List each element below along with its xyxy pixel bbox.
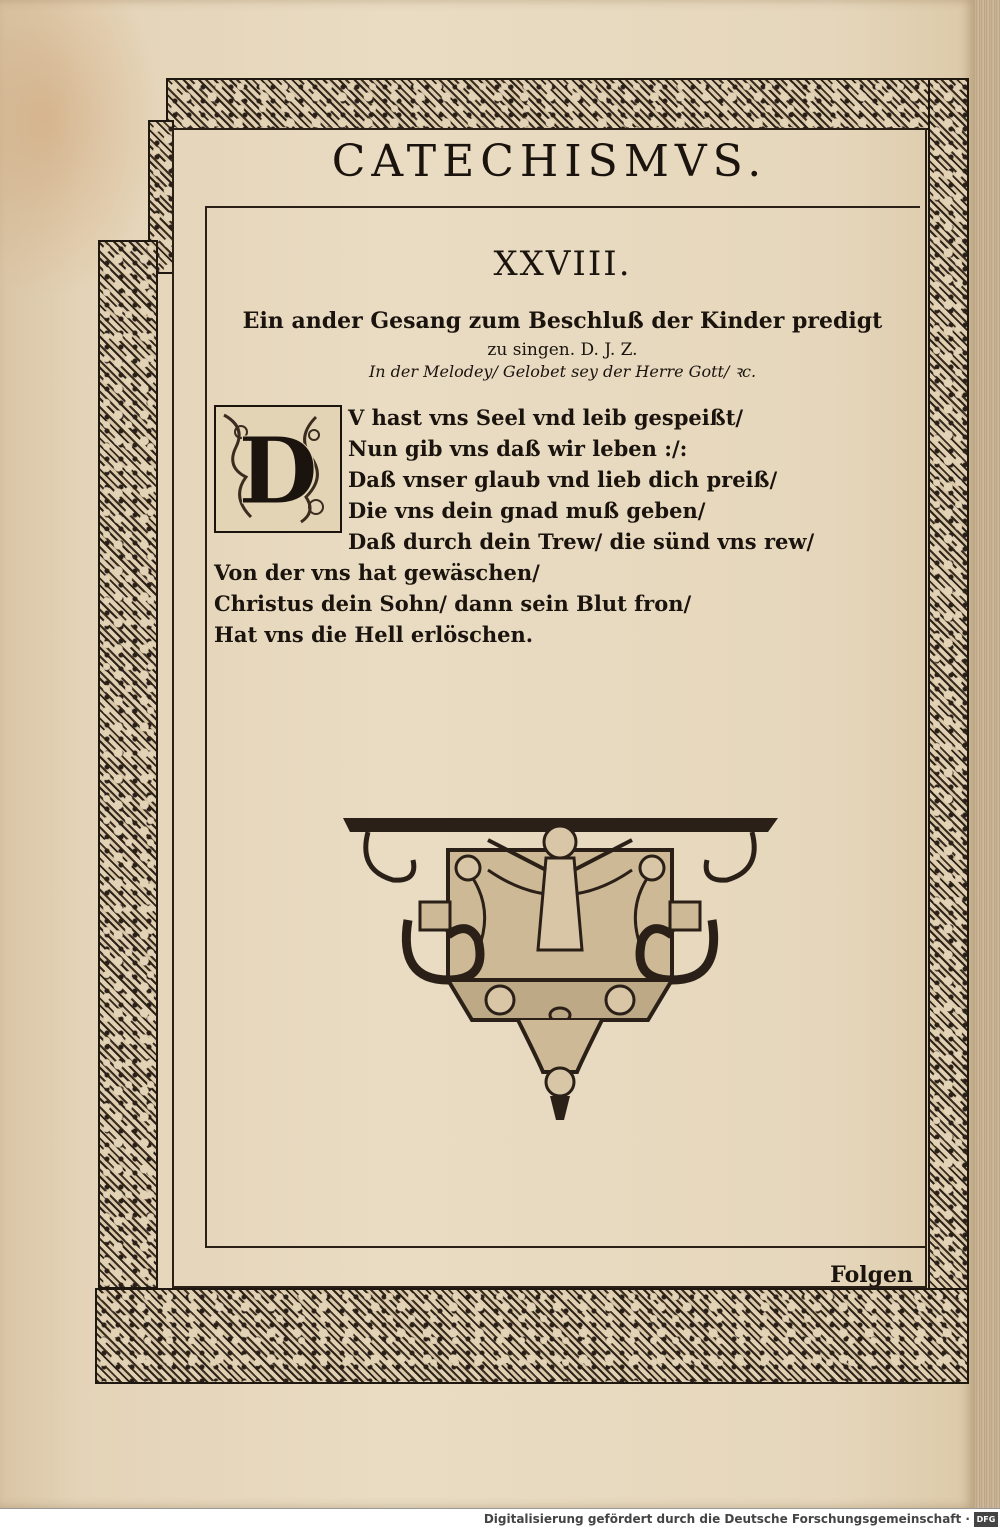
verse-line: Von der vns hat gewäschen/ bbox=[214, 560, 540, 585]
verse-line: Daß vnser glaub vnd lieb dich preiß/ bbox=[348, 467, 778, 492]
ornament-border-top bbox=[166, 78, 940, 130]
cherub-ornament-icon bbox=[338, 810, 782, 1130]
melody-note: In der Melodey/ Gelobet sey der Herre Gott/ ꝛc. bbox=[368, 362, 757, 381]
verse-line: Hat vns die Hell erlöschen. bbox=[214, 622, 534, 647]
footer-bar bbox=[0, 1508, 1000, 1532]
verse-line: Christus dein Sohn/ dann sein Blut fron/ bbox=[214, 591, 692, 616]
decorated-initial-icon bbox=[214, 405, 342, 533]
ornament-border-left bbox=[98, 240, 158, 1289]
initial-letter: D bbox=[238, 417, 318, 525]
ornament-border-bottom bbox=[95, 1288, 969, 1384]
verse-line: Nun gib vns daß wir leben :/: bbox=[348, 436, 688, 461]
page-edges bbox=[975, 0, 1000, 1508]
ornament-border-right bbox=[928, 78, 969, 1292]
dfg-logo: DFG bbox=[974, 1512, 998, 1527]
rule-top bbox=[205, 206, 920, 208]
section-numeral: XXVIII. bbox=[493, 244, 632, 284]
footer-credit: Digitalisierung gefördert durch die Deutsche Forschungsgemeinschaft · bbox=[483, 1512, 970, 1526]
running-head: CATECHISMVS. bbox=[331, 136, 768, 187]
verse-line: V hast vns Seel vnd leib gespeißt/ bbox=[348, 405, 744, 430]
song-title-line2: zu singen. D. J. Z. bbox=[487, 340, 638, 360]
rule-bottom bbox=[205, 1246, 927, 1248]
catchword: Folgen bbox=[830, 1262, 913, 1288]
verse-line: Daß durch dein Trew/ die sünd vns rew/ bbox=[348, 529, 815, 554]
verse-line: Die vns dein gnad muß geben/ bbox=[348, 498, 706, 523]
song-title: Ein ander Gesang zum Beschluß der Kinder predigt bbox=[242, 308, 883, 334]
